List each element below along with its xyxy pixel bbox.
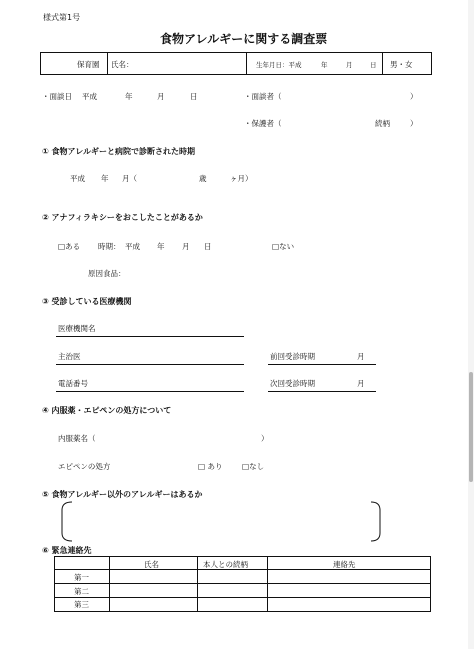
- col-relation-header: 本人との続柄: [203, 560, 248, 569]
- section-6-title: ⑥ 緊急連絡先: [42, 546, 92, 555]
- cause-food-label: 原因食品：: [88, 269, 126, 278]
- nursery-label: 保育園: [77, 60, 100, 69]
- section-1-title: ① 食物アレルギーと病院で診断された時期: [42, 147, 196, 156]
- birthday-year-label: 年: [321, 61, 328, 69]
- relation-label: 続柄: [375, 119, 390, 128]
- phone-label: 電話番号: [58, 379, 88, 388]
- medicine-close: ）: [261, 434, 269, 443]
- interview-year: 年: [125, 92, 133, 101]
- scrollbar-thumb[interactable]: [469, 372, 473, 482]
- next-visit-line: [268, 391, 376, 392]
- interview-era: 平成: [82, 92, 97, 101]
- form-number: 様式第1号: [43, 13, 81, 22]
- medicine-label: 内服薬名（: [58, 434, 96, 443]
- next-visit-month: 月: [357, 379, 365, 388]
- col-contact-header: 連絡先: [333, 560, 356, 569]
- prev-visit-label: 前回受診時期: [270, 352, 315, 361]
- birthday-month-label: 月: [346, 61, 353, 69]
- s2-when-label: 時期：: [98, 242, 121, 251]
- s2-year: 年: [157, 242, 165, 251]
- s1-era: 平成: [70, 174, 85, 183]
- section-3-title: ③ 受診している医療機関: [42, 297, 132, 306]
- row-label-1: 第一: [74, 573, 89, 582]
- s1-month: 月（: [122, 174, 137, 183]
- anaphylaxis-no-checkbox[interactable]: □ない: [272, 242, 295, 251]
- prev-visit-month: 月: [357, 352, 365, 361]
- s2-day: 日: [204, 242, 212, 251]
- section-2-title: ② アナフィラキシーをおこしたことがあるか: [42, 213, 203, 222]
- name-label: 氏名：: [111, 60, 134, 69]
- epipen-yes-checkbox[interactable]: □ あり: [198, 462, 223, 471]
- facility-label: 医療機関名: [58, 324, 96, 333]
- row-label-2: 第二: [74, 587, 89, 596]
- facility-line: [56, 336, 244, 337]
- epipen-label: エピペンの処方: [58, 462, 111, 471]
- s2-era: 平成: [125, 242, 140, 251]
- s1-year: 年: [101, 174, 109, 183]
- vertical-scrollbar[interactable]: [468, 0, 474, 649]
- birthday-day-label: 日: [370, 61, 377, 69]
- epipen-no-checkbox[interactable]: □なし: [242, 462, 265, 471]
- s1-months: ヶ月）: [230, 174, 253, 183]
- page-title: 食物アレルギーに関する調査票: [160, 32, 328, 46]
- anaphylaxis-yes-checkbox[interactable]: □ある: [58, 242, 81, 251]
- interview-month: 月: [157, 92, 165, 101]
- guardian-label: ・保護者（: [244, 119, 282, 128]
- birthday-label: 生年月日：平成: [256, 61, 302, 69]
- interview-date-label: ・面談日: [42, 92, 72, 101]
- s2-month: 月: [182, 242, 190, 251]
- phone-line: [56, 391, 244, 392]
- section-5-title: ⑤ 食物アレルギー以外のアレルギーはあるか: [42, 490, 203, 499]
- emergency-contact-table: [54, 556, 431, 612]
- next-visit-label: 次回受診時期: [270, 379, 315, 388]
- doctor-label: 主治医: [58, 352, 81, 361]
- row-label-3: 第三: [74, 600, 89, 609]
- s1-age: 歳: [199, 174, 207, 183]
- interviewer-close: ）: [410, 92, 418, 101]
- interviewer-label: ・面談者（: [244, 92, 282, 101]
- gender-label: 男・女: [390, 60, 413, 69]
- prev-visit-line: [268, 364, 376, 365]
- interview-day: 日: [190, 92, 198, 101]
- col-name-header: 氏名: [144, 560, 159, 569]
- relation-close: ）: [410, 119, 418, 128]
- section-4-title: ④ 内服薬・エピペンの処方について: [42, 406, 172, 415]
- doctor-line: [56, 364, 244, 365]
